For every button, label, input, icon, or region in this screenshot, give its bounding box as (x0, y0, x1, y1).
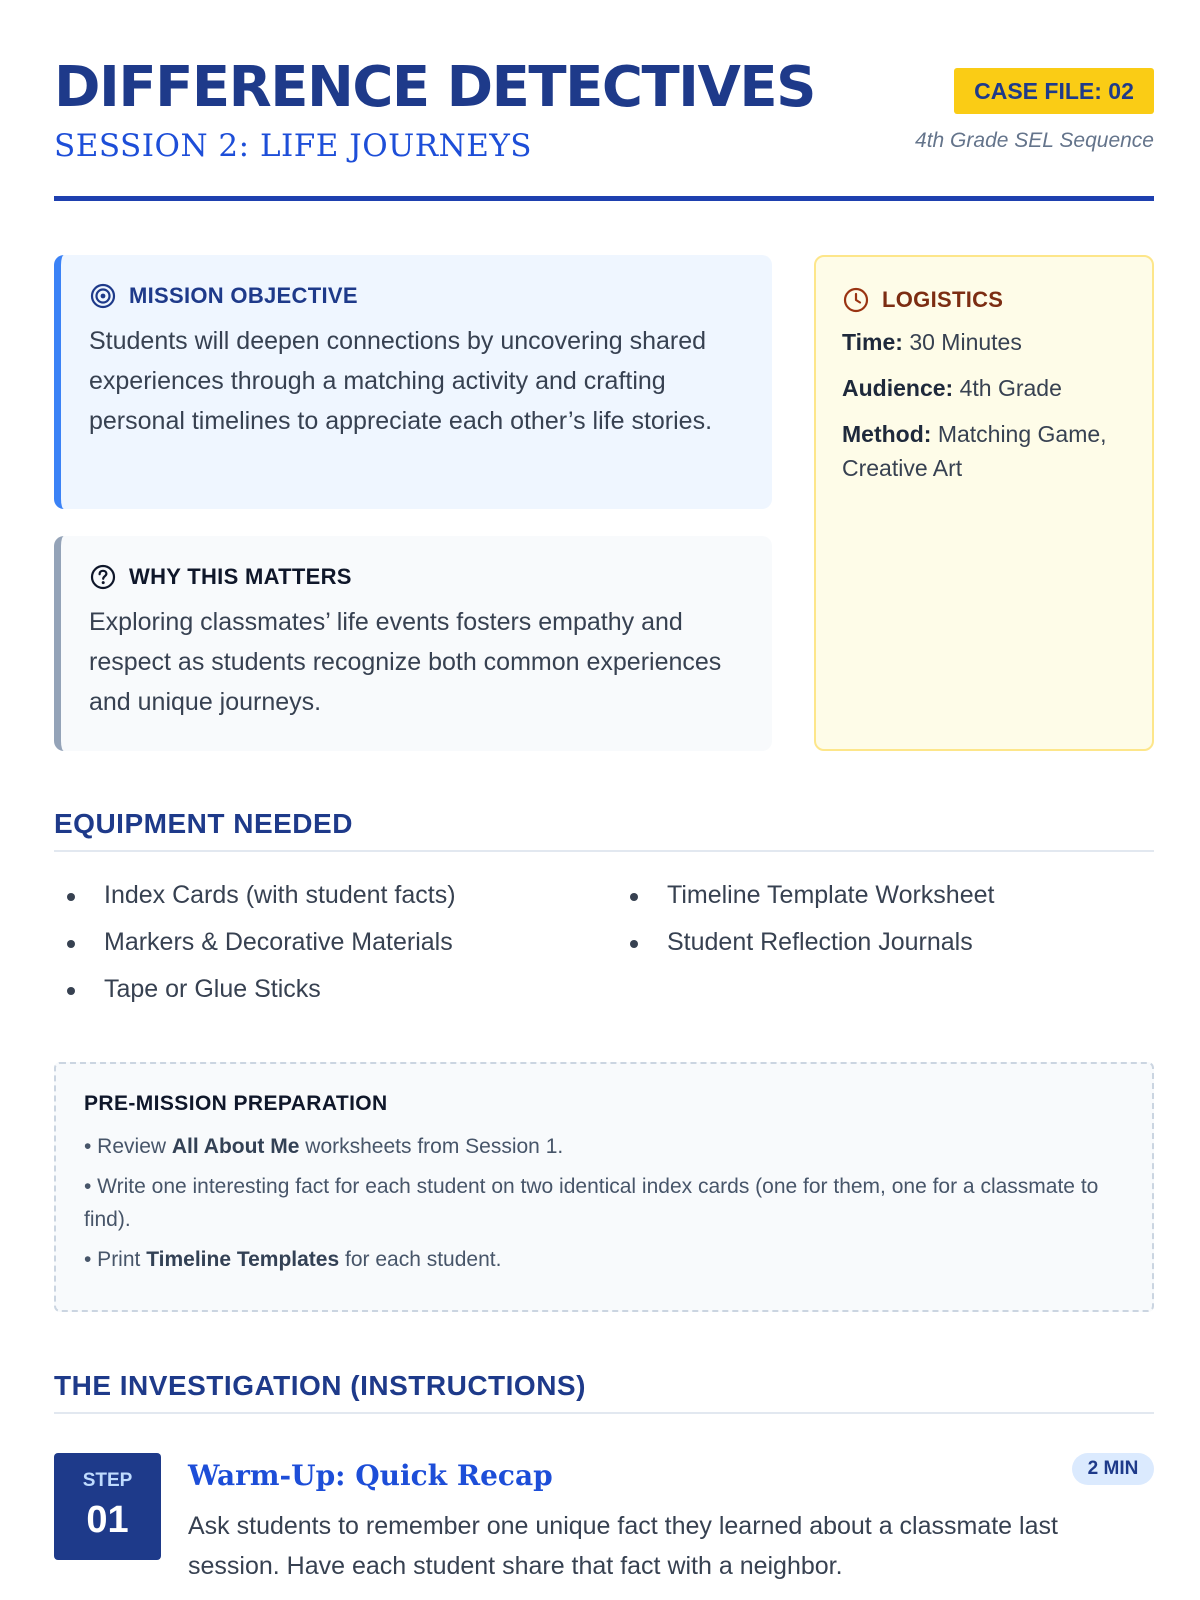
logistics-card (814, 255, 1154, 751)
mission-objective-text: Students will deepen connections by uncovering shared experiences through a matching activity and crafting personal timelines to appreciate each other’s life stories. (89, 327, 713, 435)
preparation-item: • Review All About Me worksheets from Session 1. (84, 1135, 564, 1158)
preparation-item: • Write one interesting fact for each student on two identical index cards (one for them, one for a classmate to find). (84, 1175, 1099, 1231)
list-item: Markers & Decorative Materials (54, 919, 456, 966)
question-circle-icon (89, 563, 117, 591)
step-description: Ask students to remember one unique fact they learned about a classmate last session. Have each student share that fact with a neighbor. (188, 1512, 1058, 1580)
page-header (54, 56, 1154, 201)
preparation-item: • Print Timeline Templates for each student. (84, 1248, 502, 1271)
list-item: Student Reflection Journals (617, 919, 994, 966)
step-title: Warm-Up: Quick Recap (188, 1459, 553, 1492)
why-this-matters-card (54, 536, 772, 751)
mission-objective-card (54, 255, 772, 509)
list-item: Timeline Template Worksheet (617, 872, 994, 919)
session-subtitle: SESSION 2: LIFE JOURNEYS (54, 128, 533, 164)
list-item: Index Cards (with student facts) (54, 872, 456, 919)
step-word: STEP (82, 1470, 133, 1491)
equipment-column-right (617, 872, 994, 966)
sequence-label: 4th Grade SEL Sequence (915, 129, 1154, 152)
page-title: DIFFERENCE DETECTIVES (54, 55, 815, 120)
pre-mission-preparation-box (54, 1062, 1154, 1312)
target-icon (89, 282, 117, 310)
logistics-method: Method: Matching Game, Creative Art (842, 421, 1107, 481)
logistics-time: Time: 30 Minutes (842, 329, 1022, 355)
step-duration-badge: 2 MIN (1072, 1453, 1154, 1485)
step-number: 01 (86, 1499, 129, 1541)
why-this-matters-heading: WHY THIS MATTERS (129, 564, 352, 589)
logistics-heading: LOGISTICS (882, 287, 1004, 312)
logistics-audience: Audience: 4th Grade (842, 375, 1062, 401)
clock-icon (842, 286, 870, 314)
why-this-matters-text: Exploring classmates’ life events fosters empathy and respect as students recognize both common experiences and unique journeys. (89, 608, 722, 716)
case-file-badge: CASE FILE: 02 (954, 68, 1154, 114)
equipment-heading: EQUIPMENT NEEDED (54, 804, 1154, 852)
mission-objective-heading: MISSION OBJECTIVE (129, 283, 358, 308)
lesson-page (54, 0, 1154, 1600)
equipment-column-left (54, 872, 456, 1013)
step-number-badge (54, 1453, 161, 1560)
preparation-heading: PRE-MISSION PREPARATION (84, 1092, 388, 1115)
investigation-heading: THE INVESTIGATION (INSTRUCTIONS) (54, 1366, 1154, 1414)
list-item: Tape or Glue Sticks (54, 966, 456, 1013)
